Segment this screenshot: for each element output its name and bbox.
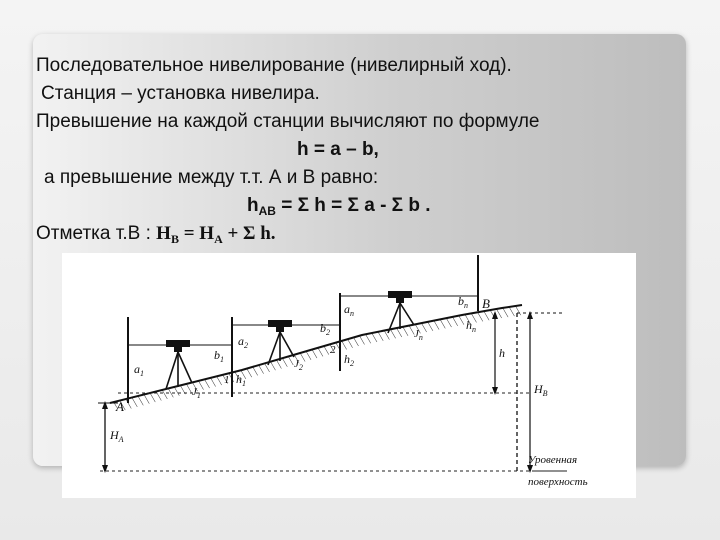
mark-H1: H: [156, 223, 171, 244]
label-Jn: $J_n$: [414, 328, 423, 342]
sum-sub: AB: [258, 204, 276, 218]
text-line-mark: [36, 220, 686, 248]
hb-arrow-bottom: [527, 465, 533, 473]
ha-arrow-bottom: [102, 465, 108, 473]
mark-eq: = H: [178, 223, 215, 244]
label-h1: $h_1$: [236, 372, 246, 388]
text-line-3: Превышение на каждой станции вычисляют по формуле: [36, 111, 540, 132]
h-total-arrow-bottom: [492, 387, 498, 395]
sum-rest: = Σ h = Σ a - Σ b .: [275, 195, 431, 216]
label-hn: $h_n$: [466, 318, 476, 334]
label-a1: $a_1$: [134, 362, 144, 378]
label-b2: $b_2$: [320, 321, 330, 337]
label-J2: $J_2$: [294, 358, 303, 372]
label-J1: $J_1$: [192, 386, 201, 400]
hb-arrow-top: [527, 311, 533, 319]
leveling-diagram: [62, 253, 636, 498]
label-point-1: 1: [224, 374, 230, 386]
level-instrument-1: [166, 340, 192, 389]
text-line-1: Последовательное нивелирование (нивелирный ход).: [36, 55, 512, 76]
label-level-surface-2: поверхность: [528, 476, 588, 488]
formula-sum: [36, 192, 686, 220]
ground-hatch: [110, 305, 522, 411]
label-bn: $b_n$: [458, 294, 468, 310]
label-h-total: h: [499, 346, 505, 360]
label-point-B: B: [482, 296, 490, 311]
mark-prefix: Отметка т.В :: [36, 223, 157, 244]
label-point-2: 2: [330, 344, 336, 356]
label-level-surface-1: Уровенная: [528, 454, 578, 466]
label-a2: $a_2$: [238, 334, 248, 350]
ha-arrow-top: [102, 401, 108, 409]
text-line-2: Станция – установка нивелира.: [41, 83, 320, 104]
label-point-A: A: [116, 399, 124, 414]
leveling-diagram-svg: [62, 253, 636, 498]
mark-sub1: B: [170, 232, 179, 246]
mark-rest: + Σ h.: [222, 223, 276, 244]
mark-sub2: A: [214, 232, 223, 246]
label-HA: $H_A$: [110, 428, 124, 444]
label-b1: $b_1$: [214, 348, 224, 364]
label-HB: $H_B$: [534, 382, 548, 398]
sum-h: h: [247, 195, 259, 216]
formula-h: h = a – b,: [297, 139, 379, 160]
mark-formula: [156, 223, 275, 244]
label-h2: $h_2$: [344, 352, 354, 368]
text-line-5: а превышение между т.т. А и В равно:: [44, 167, 379, 188]
slide-text: [36, 52, 686, 248]
label-an: $a_n$: [344, 302, 354, 318]
